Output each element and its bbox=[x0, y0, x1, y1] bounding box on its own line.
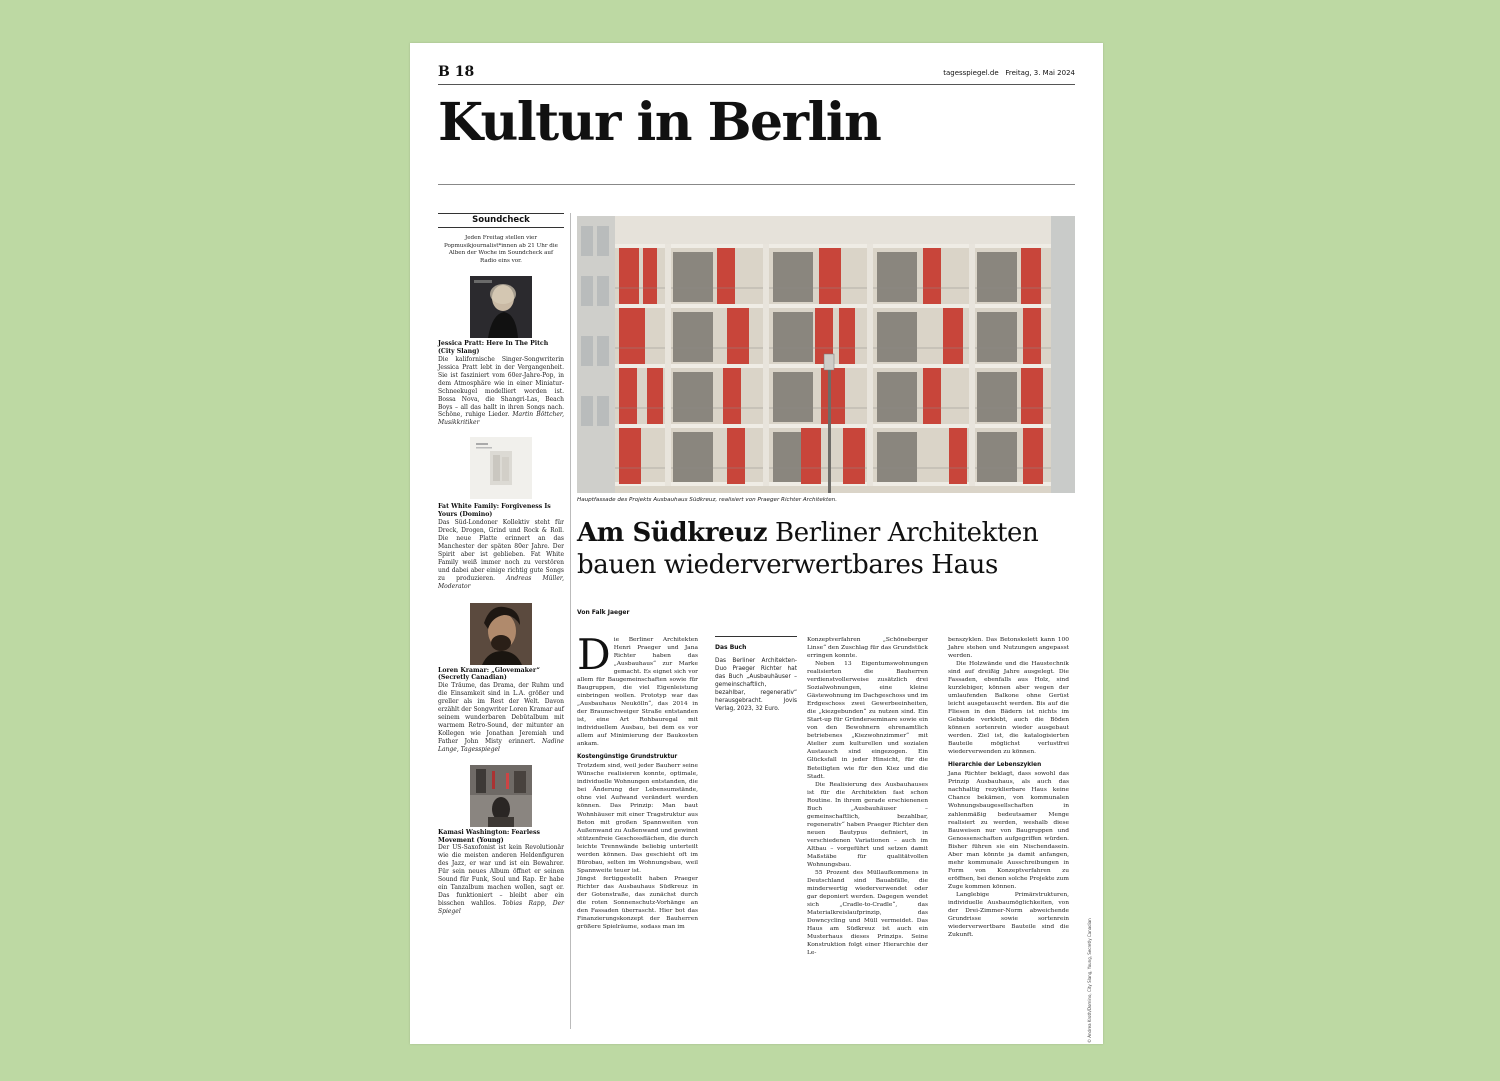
top-rule bbox=[438, 84, 1075, 85]
album-title: Kamasi Washington: Fearless Movement (Young) bbox=[438, 828, 540, 844]
album-review: Das Süd-Londoner Kollektiv steht für Dreck, Drogen, Grind und Rock & Roll. Die neue Platte erinnert an das Manchester der späten 80er Jahre. Der Spirit aber ist geblieben. Fat White Family weiß immer noch zu verstören und dabei aber einige richtig gute Songs zu produzieren. Andreas Müller, Moderator bbox=[438, 518, 564, 590]
paragraph: benszyklen. Das Betonskelett kann 100 Jahre stehen und Nutzungen angepasst werden. bbox=[948, 637, 1069, 660]
headline-kicker: Am Südkreuz bbox=[577, 518, 768, 548]
photo-caption: Hauptfassade des Projekts Ausbauhaus Südkreuz, realisiert von Praeger Richter Architekten. bbox=[577, 497, 837, 503]
sidebar-intro: Jeden Freitag stellen vier Popmusikjournalist*innen ab 21 Uhr die Alben der Woche im Soundcheck auf Radio eins vor. bbox=[444, 235, 558, 264]
article-column-3 bbox=[807, 636, 928, 957]
paragraph: Trotzdem sind, weil jeder Bauherr seine Wünsche realisieren konnte, optimale, individuelle Wohnungen entstanden, die bei Änderung der Lebensumstände, ohne viel Aufwand verändert werden können. Das Prinzip: Man baut Wohnhäuser mit einer Tragstruktur aus Beton mit großen Spannweiten von Außenwand zu Außenwand und gewinnt stützenfreie Geschossflächen, die durch leichte Trennwände beliebig unterteilt werden können. Das geschieht oft im Bürobau, selten im Wohnungsbau, weil Spannweite teuer ist. bbox=[577, 763, 698, 874]
subheading: Kostengünstige Grundstruktur bbox=[577, 754, 678, 761]
album-cover-loren-kramar bbox=[470, 603, 532, 665]
sidebar-rule bbox=[438, 227, 564, 228]
drop-cap: D bbox=[577, 630, 611, 679]
sidebar-heading: Soundcheck bbox=[472, 215, 530, 225]
box-heading: Das Buch bbox=[715, 644, 747, 651]
sidebar-rule bbox=[438, 213, 564, 214]
box-text: Das Berliner Architekten-Duo Praeger Richter hat das Buch „Ausbauhäuser – gemeinschaftlich, bezahlbar, regenerativ“ herausgebracht. Jovis Verlag, 2023, 32 Euro. bbox=[715, 658, 797, 713]
album-review: Der US-Saxofonist ist kein Revolutionär wie die meisten anderen Heldenfiguren des Jazz, er war und ist ein Bewahrer. Für sein neues Album öffnet er seinen Sound für Funk, Soul und Rap. Er habe ein Tanzalbum machen wollen, sagt er. Das funktioniert – bleibt aber ein bisschen wahllos. Tobias Rapp, Der Spiegel bbox=[438, 844, 564, 916]
column-divider bbox=[570, 213, 571, 1029]
paragraph: Konzeptverfahren „Schöneberger Linse“ den Zuschlag für das Grundstück erringen konnte. bbox=[807, 637, 928, 660]
album-title: Jessica Pratt: Here In The Pitch (City Slang) bbox=[438, 340, 549, 355]
paragraph: Jana Richter beklagt, dass sowohl das Prinzip Ausbauhaus, als auch das nachhaltig rezyklierbare Haus keine Chance bekämen, von kommunalen Wohnungsbaugesellschaften in zahlenmäßig bedeutsamer Menge realisiert zu werden, weshalb diese Bauweisen nur von Baugruppen und Genossenschaften aufgegriffen würden. Bisher führen sie ein Nischendasein. Aber man könnte ja damit anfangen, mehr kommunale Ausschreibungen in Form von Konzeptverfahren zu eröffnen, bei denen solche Projekte zum Zuge kommen können. bbox=[948, 771, 1069, 890]
photo-credit: © Andrea Kroth/Domino, City Slang, Young, Secretly Canadian bbox=[1087, 918, 1092, 1043]
subheading: Hierarchie der Lebenszyklen bbox=[948, 762, 1042, 769]
page-number: B 18 bbox=[438, 64, 475, 80]
album-title: Loren Kramar: „Glovemaker“ (Secretly Canadian) bbox=[438, 666, 540, 682]
article-column-1 bbox=[577, 630, 698, 931]
section-title: Kultur in Berlin bbox=[438, 92, 881, 153]
paragraph: Die Holzwände und die Haustechnik sind auf dreißig Jahre ausgelegt. Die Fassaden, ebenfalls aus Holz, sind kurzlebiger, können aber wegen der umlaufenden Balkone ohne Gerüst leicht ausgetauscht werden. Bis auf die Fliesen in den Bädern ist nichts im Gebäude verklebt, auch die Böden können sortenrein wieder ausgebaut werden. Ziel ist, die katalogisierten Bauteile möglichst verlustfrei wiederverwenden zu können. bbox=[948, 661, 1069, 756]
site-name: tagesspiegel.de bbox=[943, 69, 999, 77]
masthead-rule bbox=[438, 184, 1075, 185]
album-cover-kamasi-washington bbox=[470, 765, 532, 827]
newspaper-page bbox=[410, 43, 1103, 1044]
soundcheck-sidebar bbox=[438, 213, 564, 916]
review-author: Nadine Lange, Tagesspiegel bbox=[438, 737, 564, 753]
album-review: Die Träume, das Drama, der Ruhm und die Einsamkeit sind in L.A. größer und greller als im Rest der Welt. Davon erzählt der Songwriter Loren Kramar auf seinem wunderbaren Debütalbum mit warmem Retro-Sound, der mitunter an Kollegen wie Jonathan Jeremiah und Father John Misty erinnert. Nadine Lange, Tagesspiegel bbox=[438, 682, 564, 753]
paragraph: Langlebige Primärstrukturen, individuelle Ausbaumöglichkeiten, von der Drei-Zimmer-Norm abweichende Grundrisse sowie sortenrein wiederverwertbare Bauteile sind die Zukunft. bbox=[948, 891, 1069, 938]
headline-text: Berliner Architekten bauen wiederverwertbares Haus bbox=[577, 518, 1039, 580]
paragraph: Die Realisierung des Ausbauhauses ist für die Architekten fast schon Routine. In ihrem gerade erschienenen Buch „Ausbauhäuser – gemeinschaftlich, bezahlbar, regenerativ“ haben Praeger Richter den neuen Bautypus definiert, in verschiedenen Variationen – auch im Altbau – vorgeführt und setzen damit Maßstäbe für qualitätvollen Wohnungsbau. bbox=[807, 781, 928, 868]
issue-date: Freitag, 3. Mai 2024 bbox=[1005, 69, 1075, 77]
album-cover-jessica-pratt bbox=[470, 276, 532, 338]
dateline bbox=[943, 69, 1075, 77]
review-author: Tobias Rapp, Der Spiegel bbox=[438, 900, 564, 916]
building-photo bbox=[577, 216, 1075, 493]
paragraph: Jüngst fertiggestellt haben Praeger Richter das Ausbauhaus Südkreuz in der Gotenstraße, das zunächst durch die roten Sonnenschutz-Vorhänge an den Fassaden überrascht. Hier bot das Finanzierungskonzept der Bauherren größere Spielräume, sodass man im bbox=[577, 875, 698, 930]
paragraph: ie Berliner Architekten Henri Praeger und Jana Richter haben das „Ausbauhaus“ zur Marke gemacht. Es eignet sich vor allem für Baugemeinschaften sowie für Baugruppen, die viel Eigenleistung einbringen wollen. Prototyp war das „Ausbauhaus Neukölln“, das 2014 in der Braunschweiger Straße entstanden ist, eine Art Rohbauregal mit individuellem Ausbau, bei dem es vor allem auf Minimierung der Baukosten ankam. bbox=[577, 637, 698, 748]
article-column-4 bbox=[948, 636, 1069, 939]
byline: Von Falk Jaeger bbox=[577, 609, 630, 616]
box-rule bbox=[715, 636, 797, 637]
review-author: Martin Böttcher, Musikkritiker bbox=[438, 411, 564, 427]
review-author: Andreas Müller, Moderator bbox=[438, 574, 564, 590]
paragraph: 55 Prozent des Müllaufkommens in Deutschland sind Bauabfälle, die minderwertig wiederverwendet oder gar deponiert werden. Dagegen wendet sich „Cradle-to-Cradle“, das Materialkreislaufprinzip, das Downcycling und Müll vermeidet. Das Haus am Südkreuz ist auch ein Musterhaus dieses Prinzips. Seine Konstruktion folgt einer Hierarchie der Le- bbox=[807, 869, 928, 957]
album-review: Die kalifornische Singer-Songwriterin Jessica Pratt lebt in der Vergangenheit. Sie ist fasziniert vom 60er-Jahre-Pop, in dem Atmosphäre wie in einer Miniatur-Schneekugel modelliert worden ist. Bossa Nova, die Shangri-Las, Beach Boys – all das hallt in ihren Songs nach. Schöne, ruhige Lieder. Martin Böttcher, Musikkritiker bbox=[438, 355, 564, 427]
album-cover-fat-white-family bbox=[470, 437, 532, 499]
book-info-box bbox=[715, 636, 797, 714]
paragraph: Neben 13 Eigentumswohnungen realisierten die Bauherren verdienstvollerweise zusätzlich drei Sozialwohnungen, eine kleine Gästewohnung im Dachgeschoss und im Erdgeschoss zwei Gewerbeeinheiten, die „kiezgebunden“ zu nutzen sind. Ein Start-up für Gründerseminare sowie ein von den Bewohnern ehrenamtlich betriebenes „Kiezwohnzimmer“ mit Atelier zum kulturellen und sozialen Austausch sind eingezogen. Ein Glücksfall in jeder Hinsicht, für die Beteiligten wie für den Kiez und die Stadt. bbox=[807, 661, 928, 780]
album-title: Fat White Family: Forgiveness Is Yours (Domino) bbox=[438, 503, 551, 519]
article-headline bbox=[577, 518, 1077, 581]
